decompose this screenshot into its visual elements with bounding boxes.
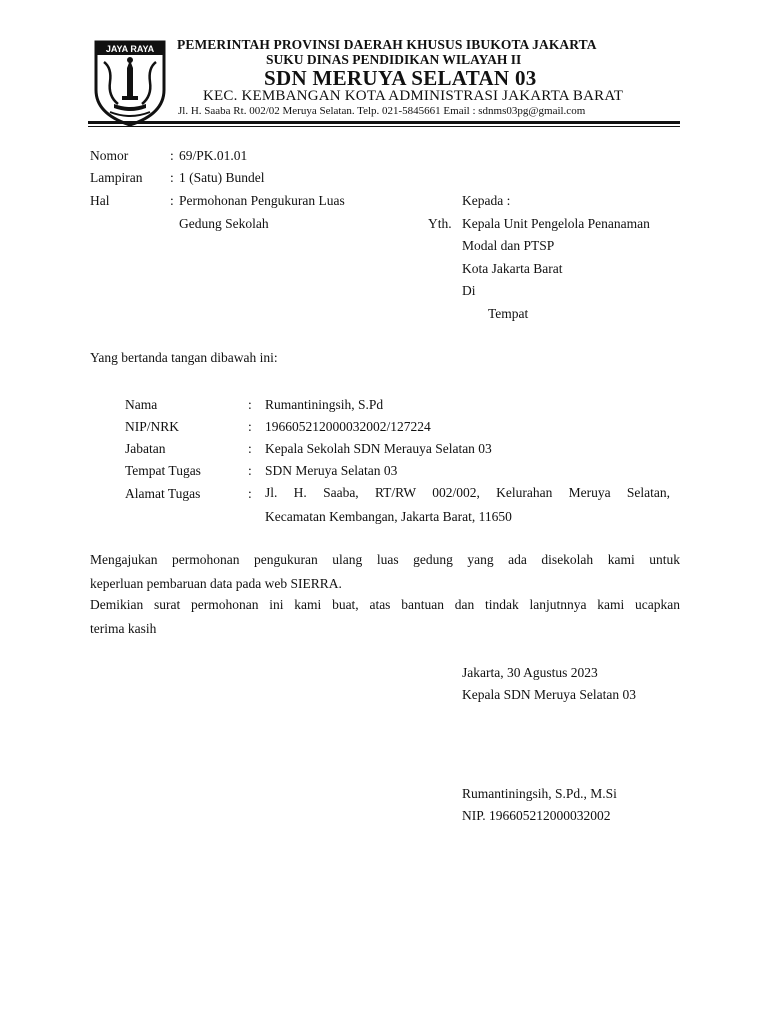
emblem-text: JAYA RAYA [105,44,155,54]
paragraph2-line2: terima kasih [90,621,157,636]
letterhead-line1: PEMERINTAH PROVINSI DAERAH KHUSUS IBUKOTA JAKARTA [177,37,597,52]
paragraph1-line1: Mengajukan permohonan pengukuran ulang luas gedung yang ada disekolah kami untuk [90,552,680,567]
paragraph2-line1: Demikian surat permohonan ini kami buat, atas bantuan dan tindak lanjutnnya kami ucapkan [90,597,680,612]
recipient-line2: Modal dan PTSP [462,238,555,253]
letterhead-divider-thin [88,126,680,127]
letterhead-divider-thick [88,121,680,124]
recipient-line1: Kepala Unit Pengelola Penanaman [462,216,650,231]
nomor-label: Nomor [90,148,129,163]
nomor-value: 69/PK.01.01 [179,148,248,163]
detail-label-alamat-tugas: Alamat Tugas [125,486,201,501]
hal-label: Hal [90,193,110,208]
paragraph1-line2: keperluan pembaruan data pada web SIERRA. [90,576,342,591]
detail-label-nama: Nama [125,397,158,412]
letterhead-line4: KEC. KEMBANGAN KOTA ADMINISTRASI JAKARTA BARAT [203,88,624,104]
detail-value-alamat-line1: Jl. H. Saaba, RT/RW 002/002, Kelurahan Meruya Selatan, [265,485,670,500]
lampiran-value: 1 (Satu) Bundel [179,170,265,185]
hal-value-line2: Gedung Sekolah [179,216,269,231]
jakarta-emblem-logo [92,38,168,128]
recipient-yth: Yth. [428,216,452,231]
detail-value-tempat-tugas: SDN Meruya Selatan 03 [265,463,398,478]
intro-text: Yang bertanda tangan dibawah ini: [90,350,278,365]
hal-value-line1: Permohonan Pengukuran Luas [179,193,345,208]
detail-value-alamat-line2: Kecamatan Kembangan, Jakarta Barat, 11650 [265,509,512,524]
signature-place-date: Jakarta, 30 Agustus 2023 [462,665,598,680]
signature-name: Rumantiningsih, S.Pd., M.Si [462,786,617,801]
detail-label-tempat-tugas: Tempat Tugas [125,463,201,478]
detail-colon: : [248,463,252,478]
detail-colon: : [248,486,252,501]
school-name: SDN MERUYA SELATAN 03 [264,66,537,90]
recipient-kepada: Kepada : [462,193,511,208]
lampiran-colon: : [170,170,174,185]
signature-nip: NIP. 196605212000032002 [462,808,611,823]
detail-value-jabatan: Kepala Sekolah SDN Merauya Selatan 03 [265,441,492,456]
recipient-line4: Di [462,283,476,298]
detail-label-nip: NIP/NRK [125,419,180,434]
detail-colon: : [248,441,252,456]
recipient-line5: Tempat [488,306,529,321]
recipient-line3: Kota Jakarta Barat [462,261,563,276]
letterhead-address: Jl. H. Saaba Rt. 002/02 Meruya Selatan. Telp. 021-5845661 Email : sdnms03pg@gmail.com [178,105,586,117]
detail-colon: : [248,419,252,434]
detail-colon: : [248,397,252,412]
detail-value-nip: 196605212000032002/127224 [265,419,431,434]
detail-label-jabatan: Jabatan [125,441,166,456]
letterhead-line2: SUKU DINAS PENDIDIKAN WILAYAH II [266,52,522,67]
nomor-colon: : [170,148,174,163]
signature-position: Kepala SDN Meruya Selatan 03 [462,687,636,702]
detail-value-nama: Rumantiningsih, S.Pd [265,397,384,412]
lampiran-label: Lampiran [90,170,143,185]
hal-colon: : [170,193,174,208]
